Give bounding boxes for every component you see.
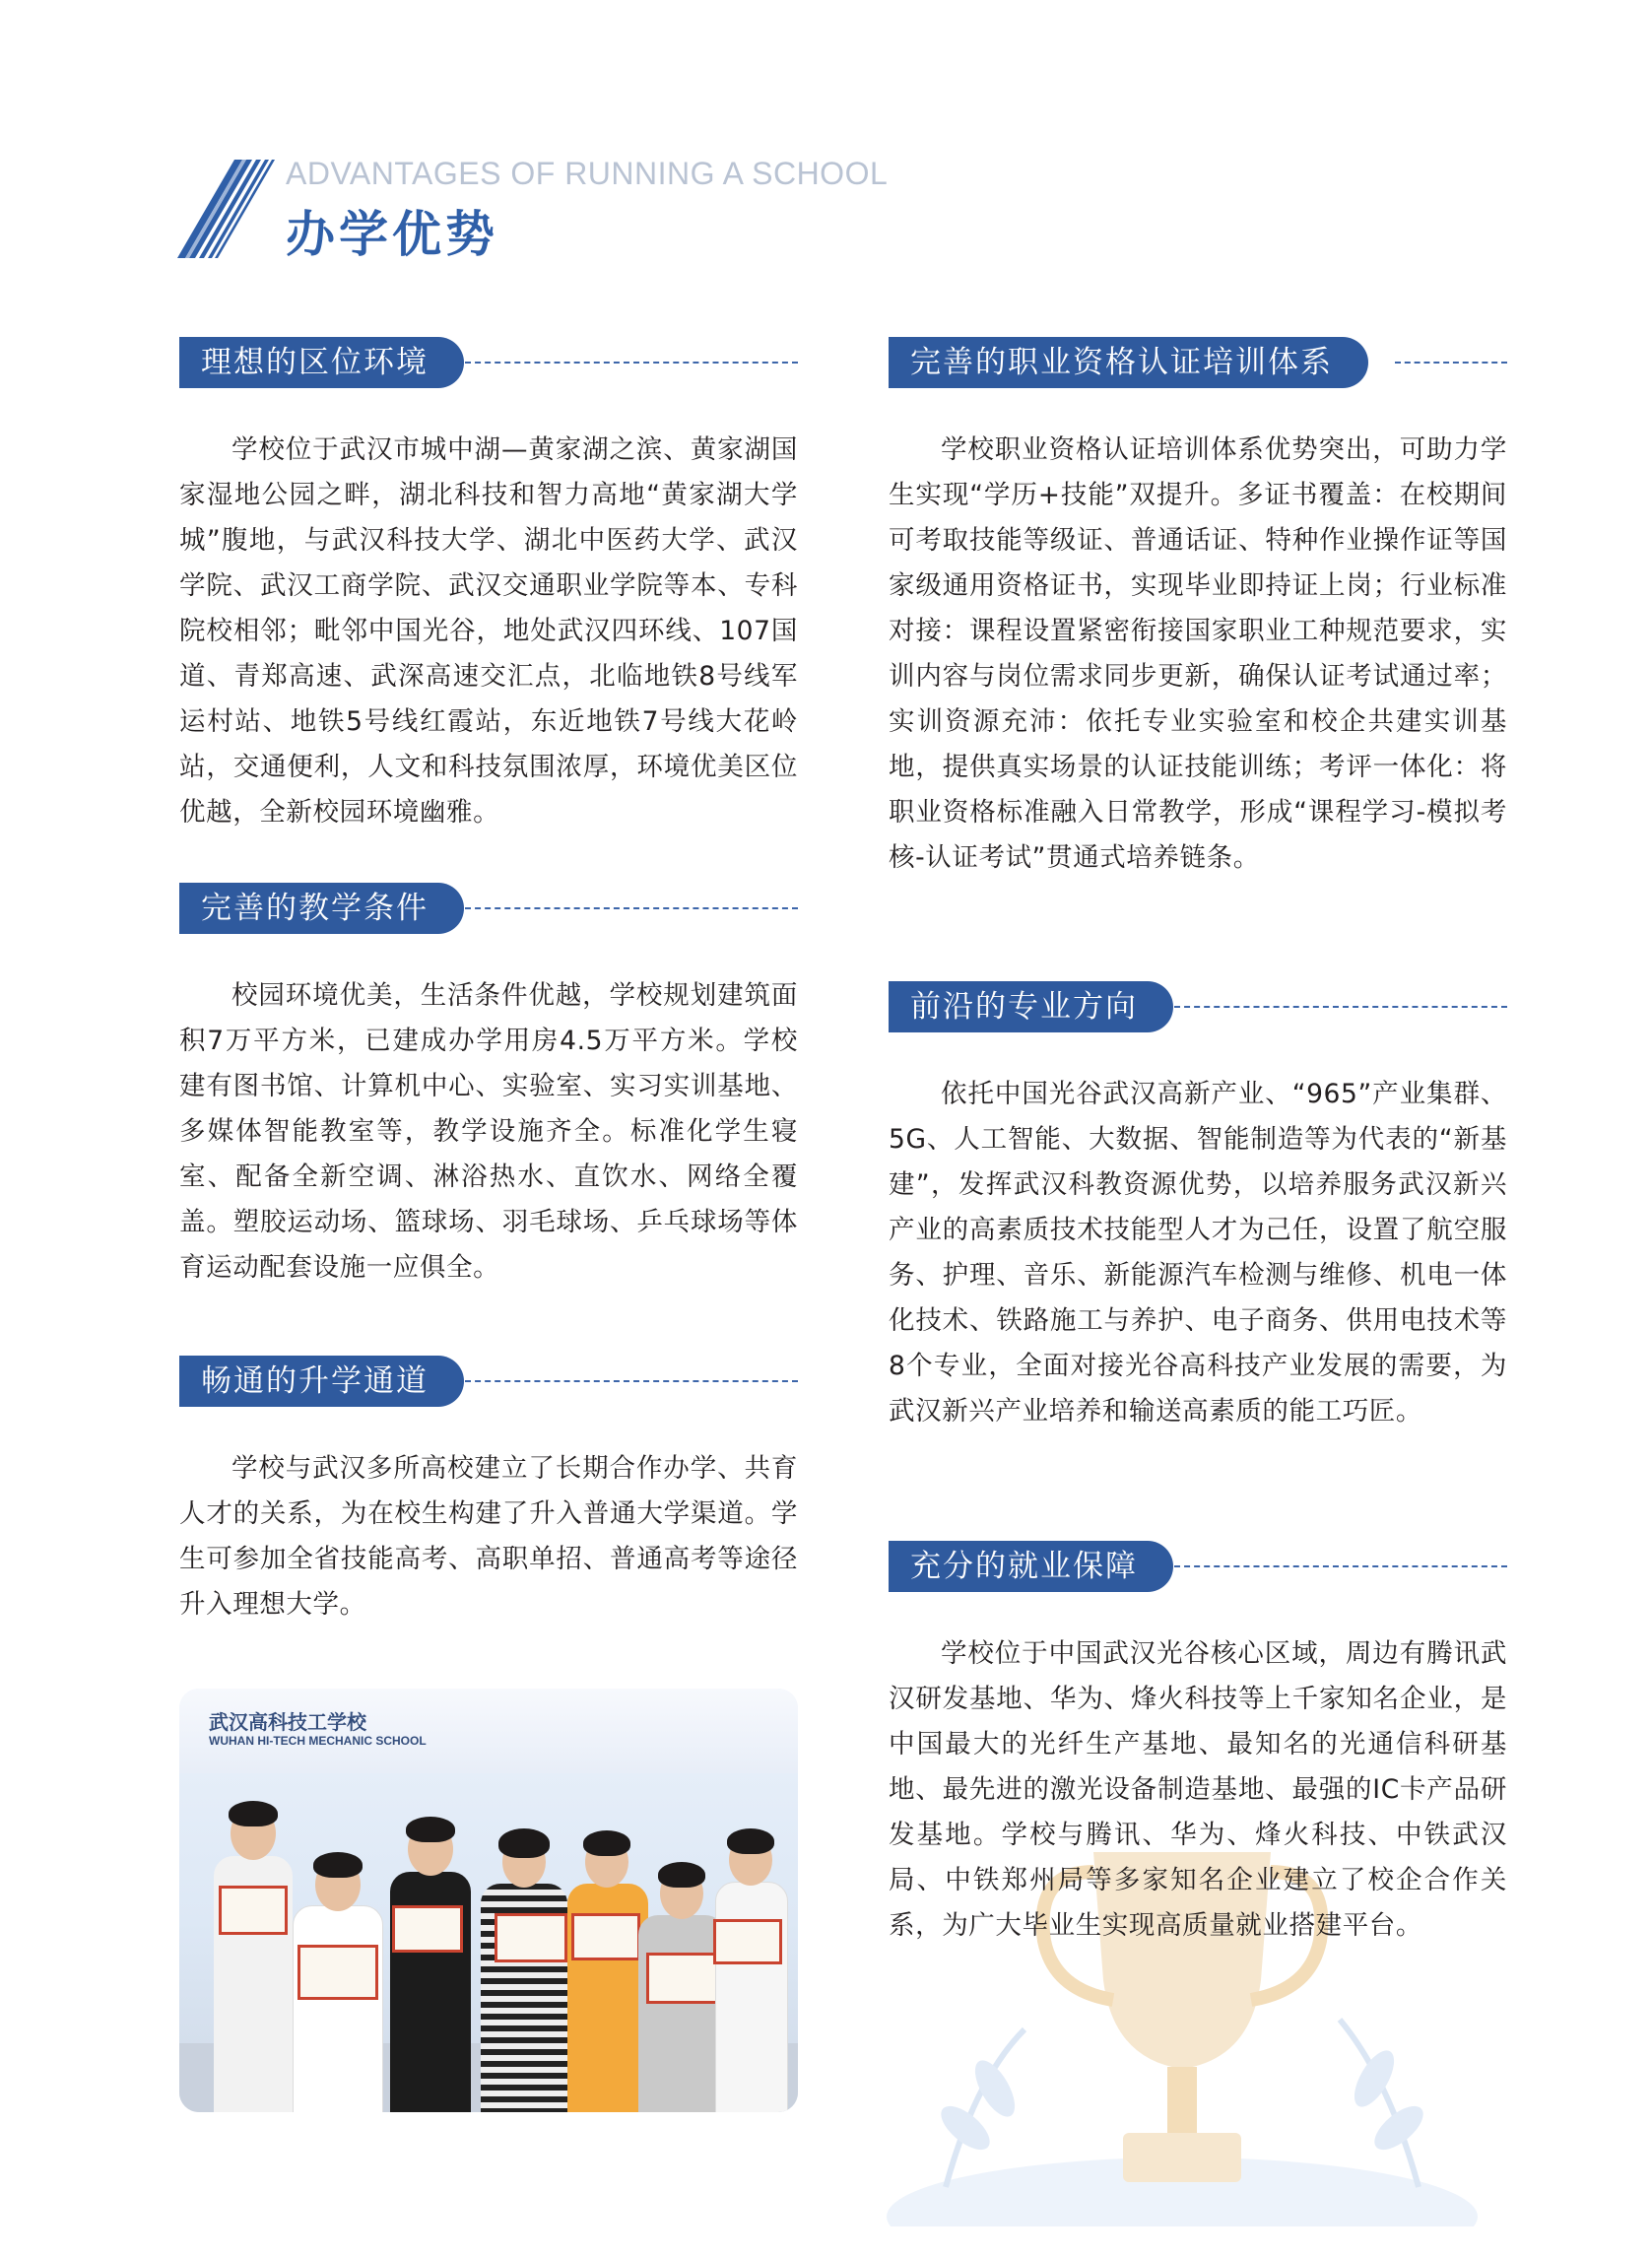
- section-majors-body: 依托中国光谷武汉高新产业、“965”产业集群、5G、人工智能、大数据、智能制造等为代表的“新基建”，发挥武汉科教资源优势，以培养服务武汉新兴产业的高素质技术技能型人才为己任，设置了航空服务、护理、音乐、新能源汽车检测与维修、机电一体化技术、铁路施工与养护、电子商务、供用电技术等8个专业，全面对接光谷高科技产业发展的需要，为武汉新兴产业培养和输送高素质的能工巧匠。: [889, 1079, 1507, 1427]
- section-certification: [889, 337, 1507, 881]
- student-award-photo: [179, 1689, 798, 2112]
- section-further-study: [179, 1356, 798, 1627]
- header-title-en: ADVANTAGES OF RUNNING A SCHOOL: [286, 156, 889, 191]
- section-location-body: 学校位于武汉市城中湖—黄家湖之滨、黄家湖国家湿地公园之畔，湖北科技和智力高地“黄家湖大学城”腹地，与武汉科技大学、湖北中医药大学、武汉学院、武汉工商学院、武汉交通职业学院等本、专科院校相邻；毗邻中国光谷，地处武汉四环线、107国道、青郑高速、武深高速交汇点，北临地铁8号线军运村站、地铁5号线红霞站，东近地铁7号线大花岭站，交通便利，人文和科技氛围浓厚，环境优美区位优越，全新校园环境幽雅。: [179, 434, 798, 828]
- section-divider: [1174, 1565, 1507, 1567]
- section-employment-title: 充分的就业保障: [889, 1541, 1173, 1592]
- student-figure: [209, 1777, 297, 2112]
- section-certification-body: 学校职业资格认证培训体系优势突出，可助力学生实现“学历+技能”双提升。多证书覆盖：在校期间可考取技能等级证、普通话证、特种作业操作证等国家级通用资格证书，实现毕业即持证上岗；行业标准对接：课程设置紧密衔接国家职业工种规范要求，实训内容与岗位需求同步更新，确保认证考试通过率；实训资源充沛：依托专业实验室和校企共建实训基地，提供真实场景的认证技能训练；考评一体化：将职业资格标准融入日常教学，形成“课程学习-模拟考核-认证考试”贯通式培养链条。: [889, 434, 1507, 873]
- section-divider: [465, 907, 798, 909]
- section-teaching-title: 完善的教学条件: [179, 883, 464, 934]
- section-certification-title: 完善的职业资格认证培训体系: [889, 337, 1368, 388]
- section-divider: [1395, 362, 1507, 364]
- photo-school-name-cn: 武汉高科技工学校: [209, 1710, 366, 1734]
- student-figure: [288, 1817, 386, 2112]
- section-divider: [1174, 1006, 1507, 1008]
- section-majors: [889, 981, 1507, 1434]
- student-figure: [711, 1797, 790, 2112]
- student-figure: [475, 1797, 573, 2112]
- photo-school-name-en: WUHAN HI-TECH MECHANIC SCHOOL: [209, 1734, 427, 1748]
- section-employment-body: 学校位于中国武汉光谷核心区域，周边有腾讯武汉研发基地、华为、烽火科技等上千家知名企业，是中国最大的光纤生产基地、最知名的光通信科研基地、最先进的激光设备制造基地、最强的IC卡产品研发基地。学校与腾讯、华为、烽火科技、中铁武汉局、中铁郑州局等多家知名企业建立了校企合作关系，为广大毕业生实现高质量就业搭建平台。: [889, 1638, 1507, 1941]
- section-divider: [465, 1380, 798, 1382]
- section-further-study-body: 学校与武汉多所高校建立了长期合作办学、共育人才的关系，为在校生构建了升入普通大学渠道。学生可参加全省技能高考、高职单招、普通高考等途径升入理想大学。: [179, 1453, 798, 1620]
- section-majors-title: 前沿的专业方向: [889, 981, 1173, 1032]
- section-divider: [465, 362, 798, 364]
- student-figure: [386, 1787, 475, 2112]
- stripes-logo-icon: [177, 160, 276, 258]
- section-teaching-body: 校园环境优美，生活条件优越，学校规划建筑面积7万平方米，已建成办学用房4.5万平方米。学校建有图书馆、计算机中心、实验室、实习实训基地、多媒体智能教室等，教学设施齐全。标准化学生寝室、配备全新空调、淋浴热水、直饮水、网络全覆盖。塑胶运动场、篮球场、羽毛球场、乒乓球场等体育运动配套设施一应俱全。: [179, 980, 798, 1283]
- section-location-title: 理想的区位环境: [179, 337, 464, 388]
- header-title-cn: 办学优势: [286, 206, 498, 263]
- section-employment: [889, 1541, 1507, 1949]
- section-location: [179, 337, 798, 835]
- section-teaching: [179, 883, 798, 1291]
- section-further-study-title: 畅通的升学通道: [179, 1356, 464, 1407]
